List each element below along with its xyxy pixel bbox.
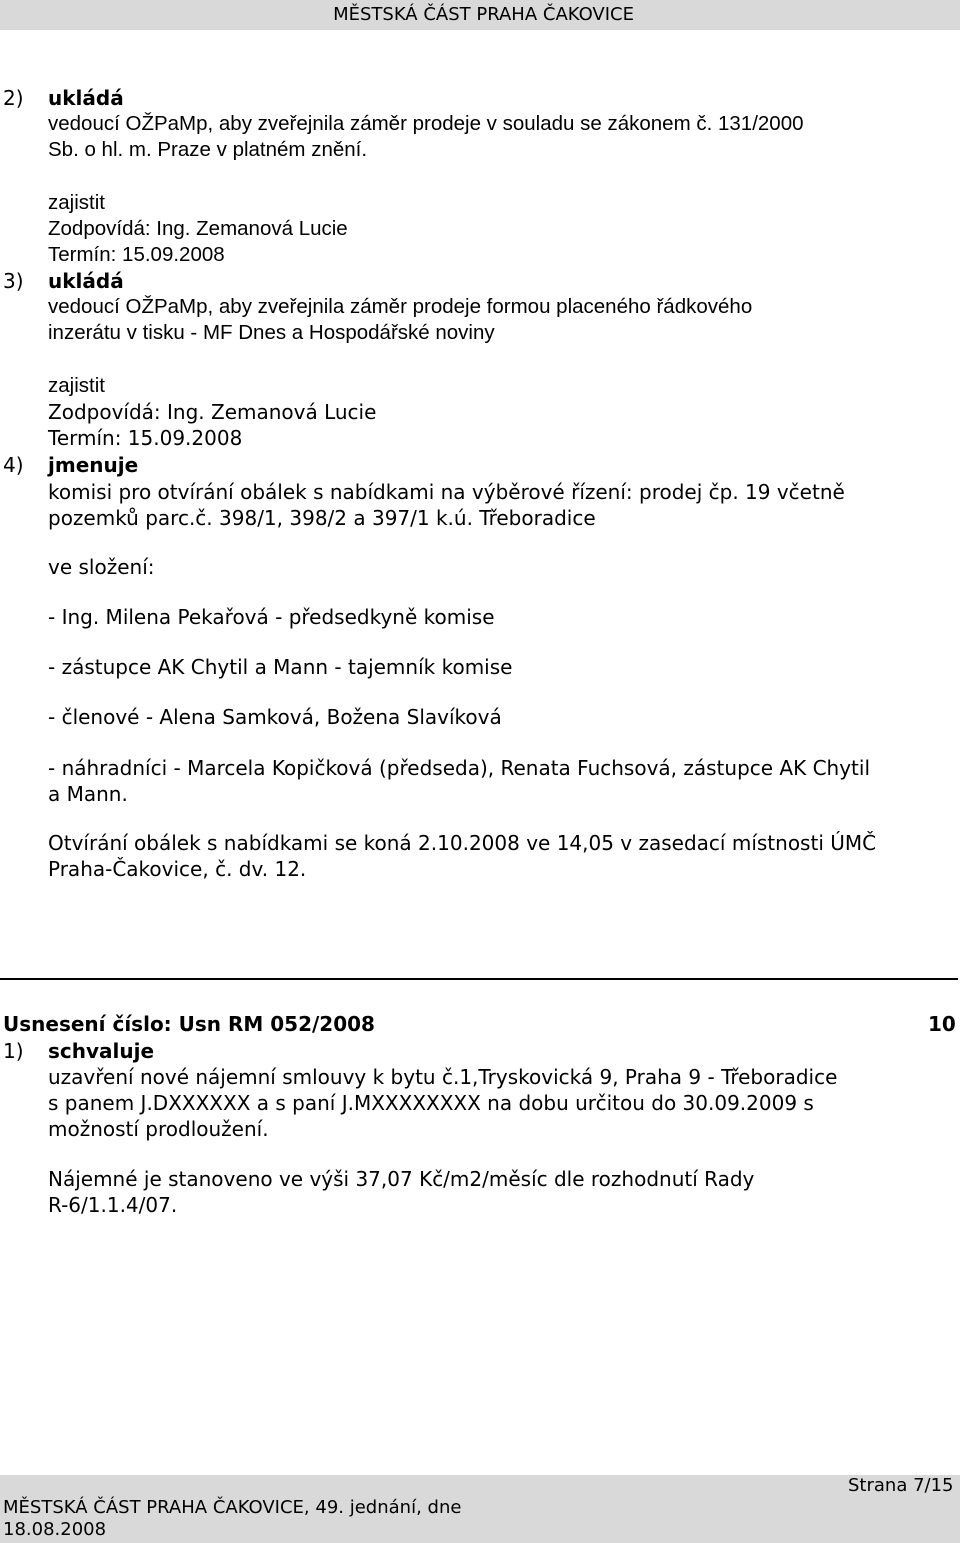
item-2-responsible: Zodpovídá: Ing. Zemanová Lucie [48,217,348,240]
item-3-number: 3) [3,269,24,293]
rent-line-2: R-6/1.1.4/07. [48,1193,178,1217]
footer-line-1: MĚSTSKÁ ČÁST PRAHA ČAKOVICE, 49. jednání, dne [3,1497,462,1518]
item-4-line-1: komisi pro otvírání obálek s nabídkami na výběrové řízení: prodej čp. 19 včetně [48,480,845,504]
res-item-1-line-2: s panem J.DXXXXXX a s paní J.MXXXXXXXX na dobu určitou do 30.09.2009 s [48,1091,814,1115]
item-4-verb: jmenuje [48,453,139,477]
rent-line-1: Nájemné je stanoveno ve výši 37,07 Kč/m2/měsíc dle rozhodnutí Rady [48,1167,755,1191]
member-secretary: - zástupce AK Chytil a Mann - tajemník komise [48,655,513,679]
res-item-1-number: 1) [3,1039,24,1063]
item-3-verb: ukládá [48,269,124,293]
item-4-line-2: pozemků parc.č. 398/1, 398/2 a 397/1 k.ú. Třeboradice [48,506,596,530]
item-3-responsible: Zodpovídá: Ing. Zemanová Lucie [48,400,377,424]
res-item-1-line-1: uzavření nové nájemní smlouvy k bytu č.1,Tryskovická 9, Praha 9 - Třeboradice [48,1065,838,1089]
item-3-deadline: Termín: 15.09.2008 [48,426,243,450]
item-2-deadline: Termín: 15.09.2008 [48,243,225,266]
item-4-number: 4) [3,453,24,477]
page-number: Strana 7/15 [848,1475,954,1496]
item-3-line-2: inzerátu v tisku - MF Dnes a Hospodářské noviny [48,321,495,344]
res-item-1-verb: schvaluje [48,1039,155,1063]
item-3-line-1: vedoucí OŽPaMp, aby zveřejnila záměr prodeje formou placeného řádkového [48,295,753,318]
item-2-action: zajistit [48,191,105,214]
item-2-line-2: Sb. o hl. m. Praze v platném znění. [48,138,368,161]
resolution-number: 10 [928,1012,956,1036]
member-chair: - Ing. Milena Pekařová - předsedkyně komise [48,605,495,629]
section-divider [0,978,958,980]
header-title: MĚSTSKÁ ČÁST PRAHA ČAKOVICE [333,4,634,25]
res-item-1-line-3: možností prodloužení. [48,1117,269,1141]
member-members: - členové - Alena Samková, Božena Slavíková [48,705,502,729]
item-2-line-1: vedoucí OŽPaMp, aby zveřejnila záměr prodeje v souladu se zákonem č. 131/2000 [48,112,804,135]
composition-label: ve složení: [48,555,155,579]
item-3-action: zajistit [48,374,105,397]
resolution-title: Usnesení číslo: Usn RM 052/2008 [3,1012,375,1036]
footer-line-2: 18.08.2008 [3,1519,107,1540]
member-substitutes: - náhradníci - Marcela Kopičková (předseda), Renata Fuchsová, zástupce AK Chytil [48,756,871,780]
item-2-number: 2) [3,86,24,110]
opening-line-1: Otvírání obálek s nabídkami se koná 2.10.2008 ve 14,05 v zasedací místnosti ÚMČ [48,831,877,855]
member-substitutes-cont: a Mann. [48,782,128,806]
item-2-verb: ukládá [48,86,124,110]
opening-line-2: Praha-Čakovice, č. dv. 12. [48,857,307,881]
